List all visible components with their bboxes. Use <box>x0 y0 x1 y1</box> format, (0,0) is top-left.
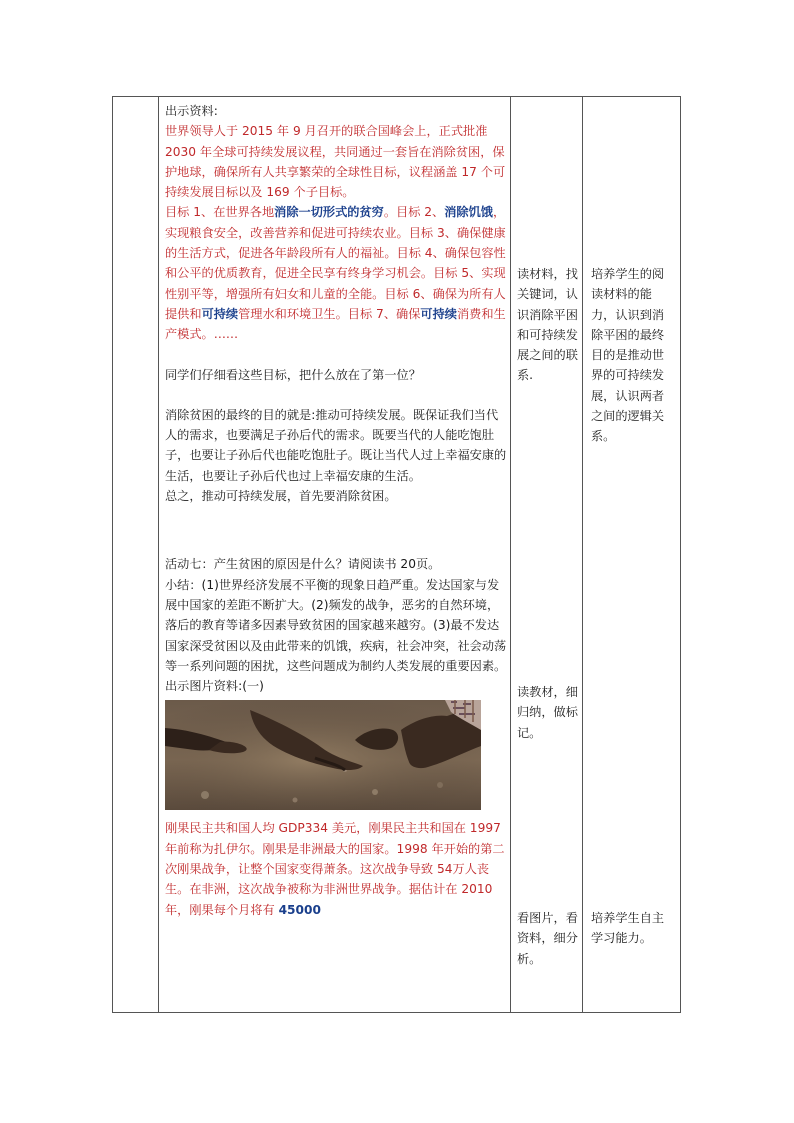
student-activity-3: 看图片，看资料，细分析。 <box>517 911 578 966</box>
teaching-content <box>165 101 510 920</box>
lesson-table <box>112 96 681 1013</box>
goal7-highlight: 可持续 <box>420 306 457 321</box>
design-intent-1: 培养学生的阅读材料的能力，认识到消除平困的最终目的是推动世界的可持续发展，认识两者之间的逻辑关系。 <box>591 267 665 444</box>
conclusion-text: 小结：(1)世界经济发展不平衡的现象日趋严重。发达国家与发展中国家的差距不断扩大。(2)频发的战争，恶劣的自然环境，落后的教育等诸多因素导致贫困的国家越来越穷。(3)最不发达国家深受贫困以及由此带来的饥饿，疾病，社会冲突，社会动荡等一系列问题的困扰，这些问题成为制约人类发展的重要因素。 <box>165 577 507 673</box>
column-divider-2 <box>510 97 511 1012</box>
student-activity-1: 读材料，找关键词，认识消除平困和可持续发展之间的联系. <box>517 267 578 383</box>
activity-seven: 活动七：产生贫困的原因是什么？请阅读书 20页。 <box>165 557 441 572</box>
hands-digging-photo <box>165 700 481 810</box>
intro-label: 出示资料: <box>165 104 218 118</box>
question-text: 同学们仔细看这些目标，把什么放在了第一位？ <box>165 367 421 382</box>
column-divider-1 <box>158 97 159 1012</box>
goal7-text: 消费和生产模式。…… <box>165 306 506 342</box>
goals-text: ，实现粮食安全，改善营养和促进可持续农业。目标 3、确保健康的生活方式，促进各年龄段所有人的福祉。目标 4、确保包容性和公平的优质教育，促进全民享有终身学习机会。目标 5、实现性别平等，增强所有妇女和儿童的全能。目标 6、确保为所有人提供和 <box>165 205 506 321</box>
answer-text: 消除贫困的最终的目的就是:推动可持续发展。既保证我们当代人的需求，也要满足子孙后代的需求。既要当代的人能吃饱肚子，也要让子孙后代也能吃饱肚子。既让当代人过上幸福安康的生活，也要让子孙后代也过上幸福安康的生活。 <box>165 407 507 483</box>
goal1-highlight: 消除一切形式的贫穷 <box>274 205 384 220</box>
goal6-highlight: 可持续 <box>201 306 239 321</box>
congo-number: 45000 <box>278 902 321 917</box>
goal2-prefix: 。目标 2、 <box>383 205 445 220</box>
picture-label: 出示图片资料:(一) <box>165 679 264 694</box>
goal2-highlight: 消除饥饿 <box>444 205 493 220</box>
congo-paragraph <box>165 818 510 919</box>
goal1-text: 目标 1、在世界各地 <box>165 205 275 220</box>
goals-paragraph <box>165 202 510 344</box>
goal6-text: 管理水和环境卫生。目标 7、确保 <box>238 306 421 321</box>
summary-text: 总之，推动可持续发展，首先要消除贫困。 <box>165 489 397 504</box>
summit-paragraph: 世界领导人于 2015 年 9 月召开的联合国峰会上，正式批准 2030 年全球可持续发展议程，共同通过一套旨在消除贫困，保护地球，确保所有人共享繁荣的全球性目标，议程涵盖 17 个可持续发展目标以及 169 个子目标。 <box>165 124 506 200</box>
column-divider-3 <box>582 97 583 1012</box>
congo-text: 刚果民主共和国人均 GDP334 美元，刚果民主共和国在 1997 年前称为扎伊尔。刚果是非洲最大的国家。1998 年开始的第二次刚果战争，让整个国家变得萧条。这次战争导致 54万人丧生。在非洲，这次战争被称为非洲世界战争。据估计在 2010 年，刚果每个月将有 <box>165 821 505 917</box>
student-activity-2: 读教材，细归纳，做标记。 <box>517 685 578 740</box>
design-intent-2: 培养学生自主学习能力。 <box>591 911 665 946</box>
